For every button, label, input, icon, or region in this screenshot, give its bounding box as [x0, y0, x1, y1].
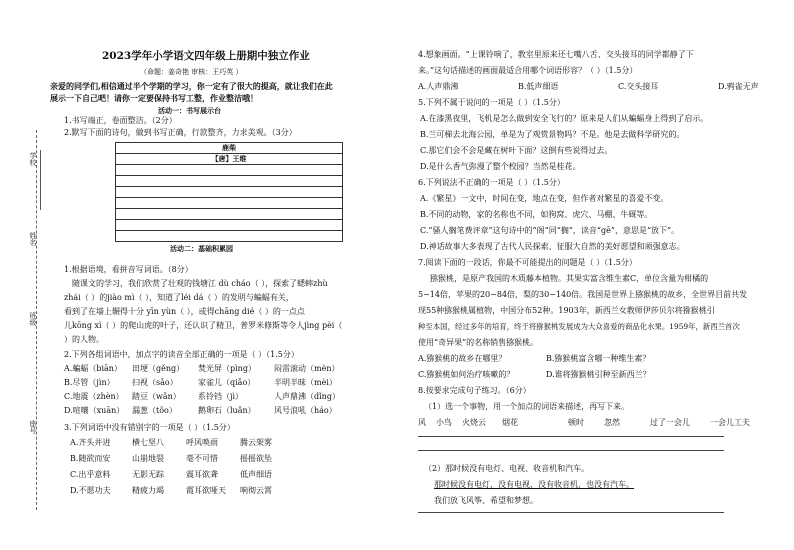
- typo-row-d: [70, 486, 272, 496]
- q7-passage-2: 5~14倍，苹果的20~84倍，梨的30~140倍。我国是世界上猕猴桃的故乡，全世界目前共发: [418, 290, 748, 299]
- typo-row-a: [70, 438, 272, 448]
- q8-word-bank: [418, 418, 750, 428]
- q6-option-d: D.神话故事大多表现了古代人民探索、征服大自然的美好愿望和顽强意志。: [420, 242, 685, 251]
- option: 摇摇欲坠: [240, 454, 272, 463]
- option: C.出乎意料: [70, 470, 111, 479]
- intro-line-2: 展示一下自己吧！请你一定要保持书写工整，作业整洁哦！: [50, 93, 258, 103]
- question-typo: 3.下列词语中没有错别字的一项是（ ）（1.5分）: [64, 423, 235, 432]
- option: 踏豆（wǎn）: [132, 392, 181, 401]
- intro-line-1: 亲爱的同学们,相信通过半个学期的学习，你一定有了很大的提高，就让我们在此: [50, 81, 333, 91]
- option: 系铃铛（jì）: [198, 392, 244, 401]
- page-title: 2023学年小学语文四年级上册期中独立作业: [102, 50, 310, 62]
- question-5: 5.下列不属于说问的一项是（ ）（1.5分）: [418, 98, 565, 107]
- writing-row[interactable]: [116, 187, 343, 198]
- section-heading-2: 活动二：基础积累园: [170, 244, 233, 253]
- option: 横七坚八: [132, 438, 164, 447]
- option: 闷雷滚动（mèn）: [274, 364, 340, 373]
- question-pronunciation: 2.下列各组词语中，加点字的读音全部正确的一项是（ ）（1.5分）: [64, 350, 299, 359]
- word: 忽然: [604, 418, 620, 427]
- option: 腾云架雾: [240, 438, 272, 447]
- sidebar-name: 姓名: [29, 232, 37, 246]
- option: 漏葱（tǒo）: [132, 406, 177, 415]
- q6-option-a: A.《繁星》一文中，时间在变，地点在变，但作者对繁星的喜爱不变。: [420, 194, 669, 203]
- word: 风: [418, 418, 426, 427]
- section-heading-1: 活动一：书写展示台: [158, 106, 221, 115]
- writing-row[interactable]: [116, 176, 343, 187]
- q7-options-cd: [418, 370, 651, 380]
- option: C.地震（zhèn）: [64, 392, 124, 401]
- q4-options: [418, 82, 759, 92]
- pron-row-d: [64, 406, 337, 416]
- word: 一会儿工夫: [710, 418, 750, 427]
- answer-line[interactable]: [418, 512, 724, 513]
- answer-line[interactable]: [418, 436, 724, 437]
- word: 烟花: [502, 418, 518, 427]
- poem-writing-grid: [115, 142, 343, 242]
- writing-row[interactable]: [116, 198, 343, 209]
- word: 小鸟: [436, 418, 452, 427]
- q7-options-ab: [418, 354, 650, 364]
- pinyin-line-1: 随课文的学习，我们欣赏了壮观的钱塘江 dù cháo（ ），探索了蟋蟀zhù: [72, 279, 328, 288]
- option: D.喧嚷（xuān）: [64, 406, 125, 415]
- q6-option-b: B.不同的动物，家的名称也不同，如狗窝、虎穴、马棚、牛厩等。: [420, 210, 653, 219]
- word: 火烧云: [462, 418, 486, 427]
- q5-option-b: B.兰可梯去北海公园，单是为了观赏景物吗？不是。他是去做科学研究的。: [420, 130, 685, 139]
- option: 低声细语: [240, 470, 272, 479]
- option: 家雀儿（qiǎo）: [198, 378, 256, 387]
- q5-option-c: C.那它们会不会是藏在树叶下面？这倒有些说得过去。: [420, 146, 613, 155]
- writing-row[interactable]: [116, 209, 343, 220]
- option: 风号浪吼（háo）: [274, 406, 337, 415]
- question-pinyin: 1.根据语境，看拼音写词语。（8分）: [64, 265, 193, 274]
- q5-option-d: D.是什么香气弥漫了整个校园？当然是桂花。: [420, 162, 581, 171]
- poem-title: 鹿柴: [116, 143, 343, 154]
- q7-passage-3: 现55种猕猴桃属植物，中国分布52种。1903年，新西兰女教师伊莎贝尔将猕猴桃引: [418, 306, 715, 315]
- question-4-line-2: 来。”这句话描述的画面最适合用哪个词语形容？（ ）（1.5分）: [418, 66, 638, 75]
- sidebar-school: 学校: [29, 152, 37, 166]
- word: 顿时: [568, 418, 584, 427]
- q6-option-c: C.“骚人搁笔费评章”这句诗中的“阁”同“搁”，读音“gē”，意思是“放下”。: [420, 226, 680, 235]
- option: B.低声细语: [518, 82, 559, 91]
- writing-row[interactable]: [116, 165, 343, 176]
- writing-row[interactable]: [116, 220, 343, 231]
- option: C.交头接耳: [618, 82, 659, 91]
- option: 田埂（gěng）: [132, 364, 185, 373]
- option: 响彻云霄: [240, 486, 272, 495]
- option: B.尽管（jìn）: [64, 378, 115, 387]
- question-2: 2.默写下面的诗句，做到书写正确，行款整齐，力求美观。（3分）: [64, 128, 297, 137]
- option: A.人声鼎沸: [418, 82, 459, 91]
- pron-row-a: [64, 364, 339, 374]
- option: D.谁将猕猴桃引种至新西兰？: [546, 370, 651, 379]
- sidebar-rule: [40, 150, 41, 210]
- poem-author: 【唐】王维: [116, 154, 343, 165]
- pron-row-c: [64, 392, 340, 402]
- option: D.鸦雀无声: [718, 82, 759, 91]
- question-6: 6.下列说法不正确的一项是（ ）（1.5分）: [418, 178, 565, 187]
- option: 鹅卵石（luǎn）: [198, 406, 256, 415]
- q8-example-2: 我们放飞风筝、希望和梦想。: [434, 496, 538, 505]
- pron-row-b: [64, 378, 337, 388]
- sidebar-class: 班级: [29, 312, 37, 326]
- typo-row-c: [70, 470, 272, 480]
- option: 扫视（sǎo）: [132, 378, 178, 387]
- option: A.蝙蝠（biān）: [64, 364, 122, 373]
- option: C.猕猴桃如何治疗咳嗽的？: [418, 370, 515, 379]
- pinyin-line-4: 儿kōng xì（ ）的爬山虎的叶子，还认识了精卫，普罗米修斯等令人jìng pèi（: [64, 321, 343, 330]
- word: 过了一会儿: [650, 418, 690, 427]
- option: B.随欲而安: [70, 454, 111, 463]
- pinyin-line-2: zhái（ ）的jiào mì（ ），知道了léi dá（ ）的发明与蝙蝠有关，: [64, 293, 294, 302]
- option: 山崩地裂: [132, 454, 164, 463]
- q7-passage-4: 种至本国，经过多年的培育，终于将猕猴桃发展成为大众喜爱的商品化水果。1959年，新西兰首次: [418, 322, 740, 331]
- question-8: 8.按要求完成句子练习。（6分）: [418, 386, 531, 395]
- option: 半明半昧（mèi）: [274, 378, 337, 387]
- option: 霞耳欲哑天: [186, 486, 226, 495]
- option: 精疲力竭: [132, 486, 164, 495]
- q7-passage-1: 猕猴桃，是原产我国的木质藤本植物。其果实富含维生素C，单位含量为柑橘的: [430, 274, 709, 283]
- answer-line[interactable]: [418, 450, 724, 451]
- question-4-line-1: 4.想象画面。“上课铃响了，教室里原来还七嘴八舌、交头接耳的同学都静了下: [418, 50, 694, 59]
- option: 人声鼎沸（dǐng）: [274, 392, 340, 401]
- option: 无影无踪: [132, 470, 164, 479]
- writing-row[interactable]: [116, 231, 343, 242]
- q8-part-2: （2）那时候没有电灯、电视、收音机和汽车。: [424, 464, 590, 473]
- sidebar-seat: 座号: [29, 420, 37, 434]
- option: 震耳欲聋: [186, 470, 218, 479]
- option: 呼风唤雨: [186, 438, 218, 447]
- option: A.齐头并进: [70, 438, 111, 447]
- q8-part-1: （1）选一个事物，用一个加点的词语来描述，再写下来。: [424, 402, 630, 411]
- q7-passage-5: 使用“奇异果”的名称销售猕猴桃。: [418, 338, 539, 347]
- question-7: 7.阅读下面的一段话，你最不可能提出的问题是（ ）（1.5分）: [418, 258, 637, 267]
- exam-meta: （命题：姜奇艳 审核：王巧英 ）: [140, 68, 243, 76]
- pinyin-line-5: ）的人物。: [64, 335, 104, 344]
- option: A.猕猴桃的故乡在哪里？: [418, 354, 507, 363]
- option: 毫不可惜: [186, 454, 218, 463]
- option: B.猕猴桃富含哪一种维生素？: [546, 354, 651, 363]
- pinyin-line-3: 看到了在墙上辗得十分 yīn yùn（ ），或得chāng dié（ ）的一点点: [64, 307, 305, 316]
- option: D.不愿功夫: [70, 486, 111, 495]
- option: 焚光屏（pìng）: [198, 364, 256, 373]
- q5-option-a: A.在漆黑夜里，飞机是怎么做到安全飞行的？原来是人们从蝙蝠身上得到了启示。: [420, 114, 709, 123]
- question-1: 1.书写端正，卷面整洁。（2分）: [64, 116, 177, 125]
- typo-row-b: [70, 454, 272, 464]
- q8-example-1: 那时候没有电灯，没有电视，没有收音机，也没有汽车。: [434, 480, 634, 489]
